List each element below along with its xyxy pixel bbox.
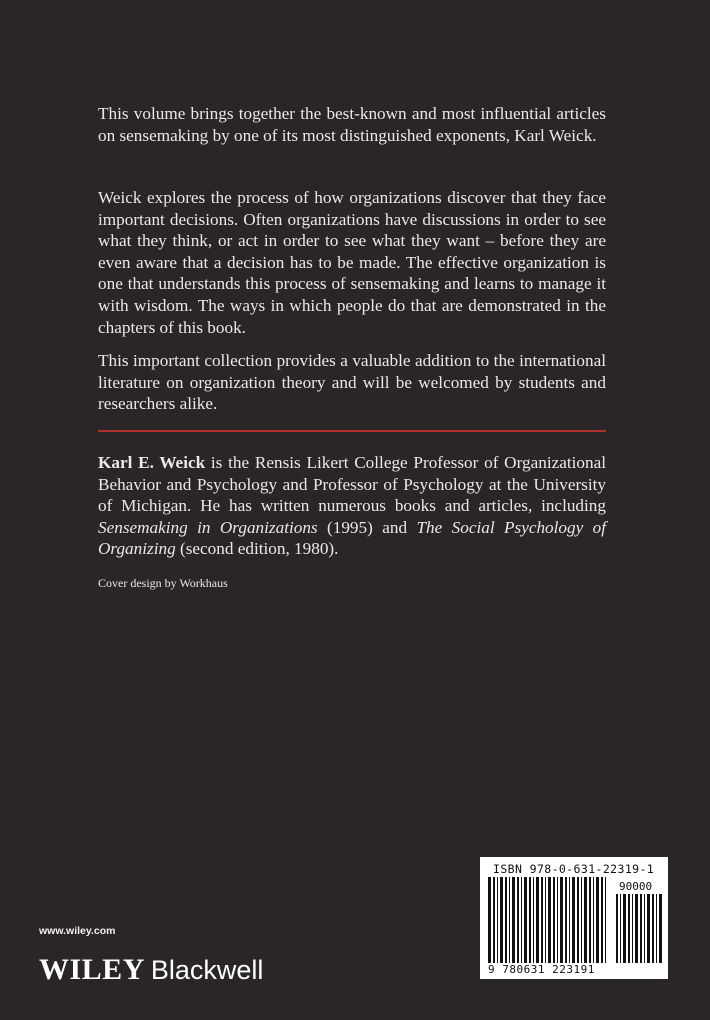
book-title-1: Sensemaking in Organizations bbox=[98, 517, 318, 537]
blurb-paragraph-2-text: Weick explores the process of how organizations discover that they face important decisions. Often organizations have discussions in order to see what they think, or act in order to see what they want – before they are even aware that a decision has to be made. The effective organization is one that understands this process of sensemaking and learns to manage it with wisdom. The ways in which people do that are demonstrated in the chapters of this book. bbox=[98, 188, 606, 337]
author-name: Karl E. Weick bbox=[98, 453, 206, 472]
ean-barcode-icon bbox=[488, 877, 610, 963]
cover-credit: Cover design by Workhaus bbox=[98, 576, 228, 590]
publisher-website[interactable]: www.wiley.com bbox=[39, 925, 116, 937]
ean-digits: 9 780631 223191 bbox=[488, 963, 595, 976]
blurb-paragraph-3-text: This important collection provides a valuable addition to the international literature on organization theory and will be welcomed by students and researchers alike. bbox=[98, 351, 606, 414]
bio-text-3: (second edition, 1980). bbox=[175, 539, 339, 559]
bio-text-2: (1995) and bbox=[317, 517, 417, 537]
logo-wiley: WILEY bbox=[39, 953, 145, 986]
author-bio-text bbox=[98, 452, 606, 560]
bio-text-1: is the Rensis Likert College Professor of Organizational Behavior and Psychology and Professor of Psychology at the University of Michigan. He has written numerous books and articles, including bbox=[98, 453, 606, 516]
barcode-panel bbox=[480, 857, 668, 979]
red-divider bbox=[98, 430, 606, 432]
addon-barcode-icon bbox=[616, 894, 662, 963]
blurb-paragraph-2 bbox=[98, 187, 606, 338]
book-title-2: The Social Psychology of Organizing bbox=[98, 517, 606, 559]
publisher-logo bbox=[39, 953, 263, 985]
isbn-label: ISBN 978-0-631-22319-1 bbox=[493, 862, 655, 876]
blurb-paragraph-1-text: This volume brings together the best-known and most influential articles on sensemaking by one of its most distinguished exponents, Karl Weick. bbox=[98, 104, 606, 145]
blurb-paragraph-3 bbox=[98, 350, 606, 415]
author-bio bbox=[98, 452, 606, 560]
price-code: 90000 bbox=[619, 880, 653, 893]
blurb-paragraph-1 bbox=[98, 103, 606, 146]
logo-blackwell: Blackwell bbox=[150, 955, 264, 985]
